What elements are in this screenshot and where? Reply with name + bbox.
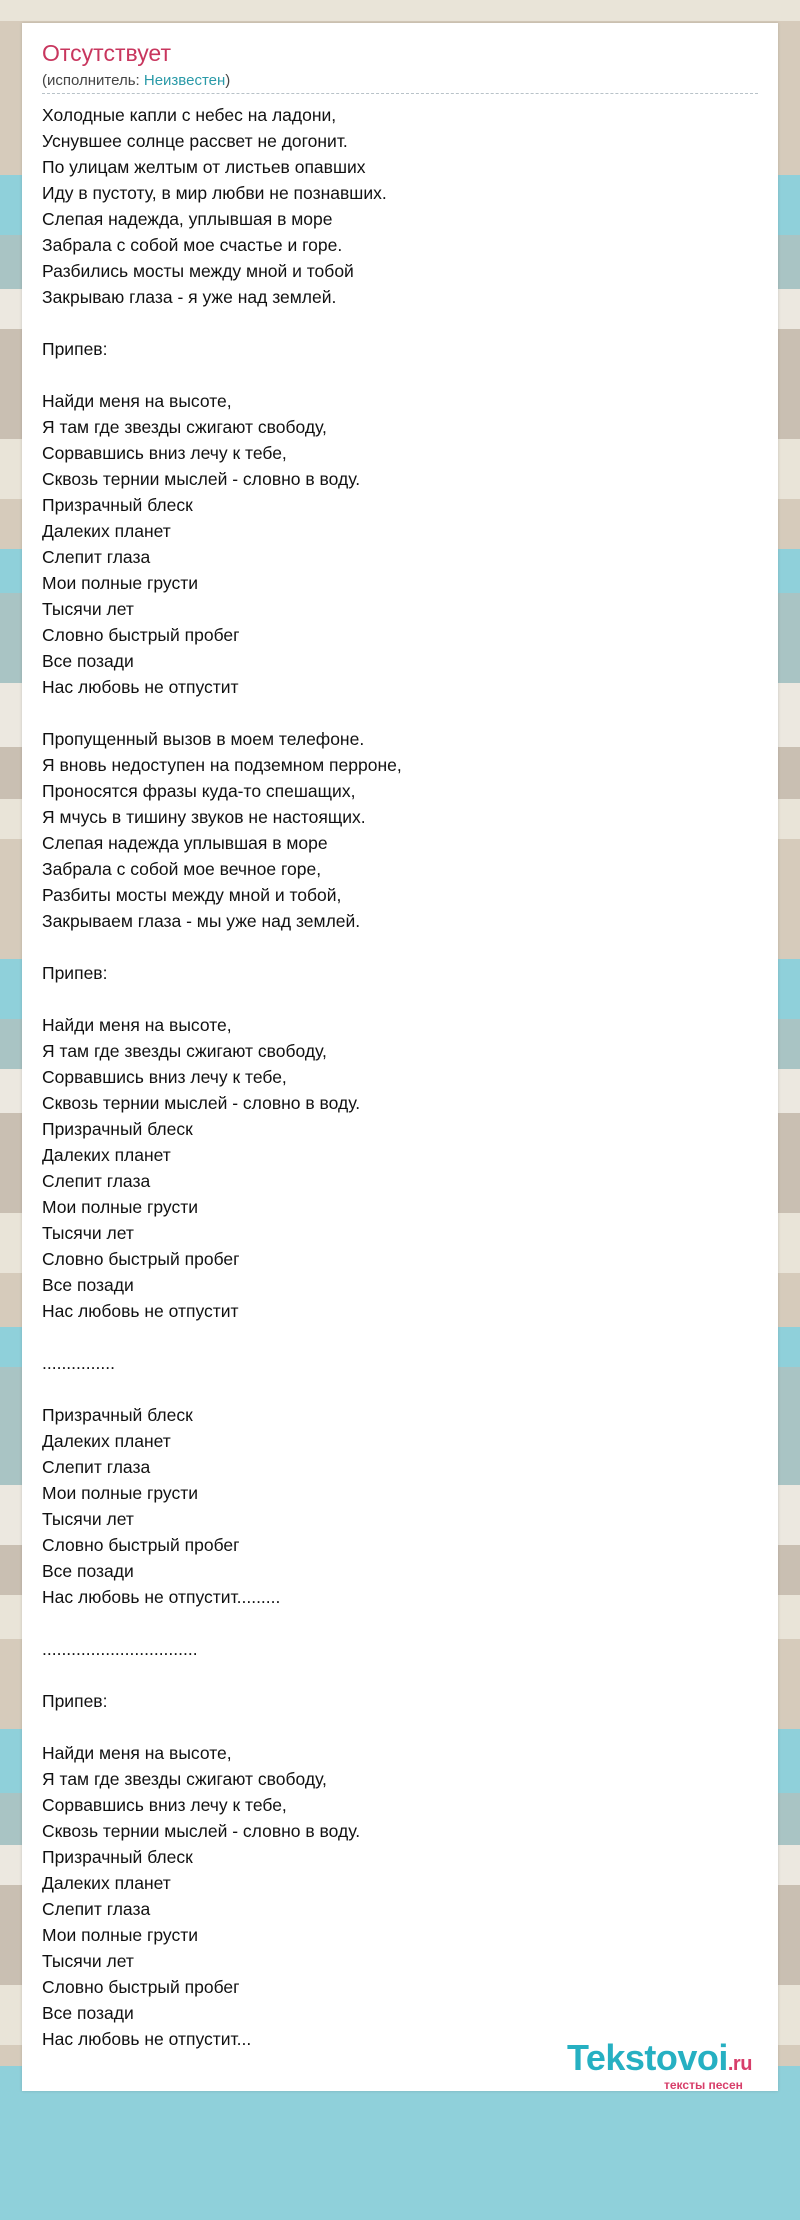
lyrics-line: Иду в пустоту, в мир любви не познавших. [42,183,387,203]
lyrics-line: Проносятся фразы куда-то спешащих, [42,781,356,801]
lyrics-line: Тысячи лет [42,1223,134,1243]
song-title: Отсутствует [42,40,171,66]
lyrics-line: Призрачный блеск [42,1405,193,1425]
lyrics-line: Все позади [42,1561,134,1581]
lyrics-line: Сквозь тернии мыслей - словно в воду. [42,1821,361,1841]
lyrics-line: ............... [42,1353,115,1373]
lyrics-line: Словно быстрый пробег [42,1249,240,1269]
lyrics-line: Мои полные грусти [42,1925,199,1945]
lyrics-blank-line [42,1376,758,1402]
lyrics-line: Закрываю глаза - я уже над землей. [42,287,337,307]
artist-link[interactable]: Неизвестен [143,72,226,89]
lyrics-line: Далеких планет [42,1431,171,1451]
background-stripe [0,0,800,21]
lyrics-line: Мои полные грусти [42,573,199,593]
lyrics-blank-line [42,1324,758,1350]
lyrics-line: Найди меня на высоте, [42,1743,232,1763]
lyrics-line: По улицам желтым от листьев опавших [42,157,366,177]
lyrics-line: Нас любовь не отпустит [42,677,239,697]
lyrics-blank-line [42,986,758,1012]
lyrics-line: Слепит глаза [42,547,151,567]
lyrics-line: Призрачный блеск [42,1847,193,1867]
lyrics-line: Призрачный блеск [42,495,193,515]
lyrics-blank-line [42,362,758,388]
artist-suffix: ) [225,72,231,89]
lyrics-line: Мои полные грусти [42,1197,199,1217]
lyrics-line: Забрала с собой мое счастье и горе. [42,235,343,255]
lyrics-blank-line [42,1610,758,1636]
lyrics-line: Далеких планет [42,1873,171,1893]
lyrics-line: Все позади [42,1275,134,1295]
lyrics-line: Сорвавшись вниз лечу к тебе, [42,443,287,463]
artist-prefix: (исполнитель: [42,72,144,89]
lyrics-line: Холодные капли с небес на ладони, [42,105,337,125]
lyrics-line: Найди меня на высоте, [42,391,232,411]
lyrics-line: Припев: [42,963,108,983]
lyrics-line: ................................ [42,1639,198,1659]
title-divider [42,93,758,94]
lyrics-line: Слепит глаза [42,1457,151,1477]
lyrics-line: Припев: [42,1691,108,1711]
lyrics-line: Словно быстрый пробег [42,1977,240,1997]
lyrics-line: Словно быстрый пробег [42,1535,240,1555]
lyrics-line: Сквозь тернии мыслей - словно в воду. [42,1093,361,1113]
lyrics-line: Слепая надежда уплывшая в море [42,833,328,853]
lyrics-line: Уснувшее солнце рассвет не догонит. [42,131,348,151]
lyrics-line: Припев: [42,339,108,359]
lyrics-blank-line [42,934,758,960]
logo-tld: .ru [727,2053,752,2075]
lyrics-line: Разбиты мосты между мной и тобой, [42,885,342,905]
lyrics-line: Далеких планет [42,1145,171,1165]
lyrics-line: Я вновь недоступен на подземном перроне, [42,755,402,775]
lyrics-line: Призрачный блеск [42,1119,193,1139]
lyrics-blank-line [42,1714,758,1740]
lyrics-blank-line [42,700,758,726]
lyrics-line: Сорвавшись вниз лечу к тебе, [42,1067,287,1087]
lyrics-line: Мои полные грусти [42,1483,199,1503]
lyrics-text [42,102,758,2052]
lyrics-line: Я там где звезды сжигают свободу, [42,1041,327,1061]
lyrics-line: Я там где звезды сжигают свободу, [42,1769,327,1789]
lyrics-line: Сорвавшись вниз лечу к тебе, [42,1795,287,1815]
lyrics-line: Все позади [42,651,134,671]
lyrics-line: Тысячи лет [42,1951,134,1971]
lyrics-line: Тысячи лет [42,1509,134,1529]
lyrics-line: Я мчусь в тишину звуков не настоящих. [42,807,366,827]
lyrics-line: Нас любовь не отпустит......... [42,1587,281,1607]
lyrics-line: Нас любовь не отпустит [42,1301,239,1321]
lyrics-line: Словно быстрый пробег [42,625,240,645]
lyrics-line: Нас любовь не отпустит... [42,2029,252,2049]
site-logo[interactable] [567,2037,777,2092]
lyrics-line: Сквозь тернии мыслей - словно в воду. [42,469,361,489]
lyrics-blank-line [42,1662,758,1688]
lyrics-line: Закрываем глаза - мы уже над землей. [42,911,361,931]
lyrics-blank-line [42,310,758,336]
logo-wordmark [567,2037,752,2078]
lyrics-line: Все позади [42,2003,134,2023]
lyrics-line: Разбились мосты между мной и тобой [42,261,354,281]
lyrics-line: Слепит глаза [42,1171,151,1191]
lyrics-line: Далеких планет [42,521,171,541]
lyrics-line: Слепая надежда, уплывшая в море [42,209,333,229]
lyrics-line: Найди меня на высоте, [42,1015,232,1035]
lyrics-line: Тысячи лет [42,599,134,619]
artist-line [42,73,230,88]
logo-name: Tekstovoi [567,2037,728,2078]
lyrics-line: Забрала с собой мое вечное горе, [42,859,322,879]
lyrics-line: Пропущенный вызов в моем телефоне. [42,729,365,749]
lyrics-line: Я там где звезды сжигают свободу, [42,417,327,437]
lyrics-card [22,23,778,2091]
logo-tagline: тексты песен [664,2078,743,2092]
lyrics-line: Слепит глаза [42,1899,151,1919]
